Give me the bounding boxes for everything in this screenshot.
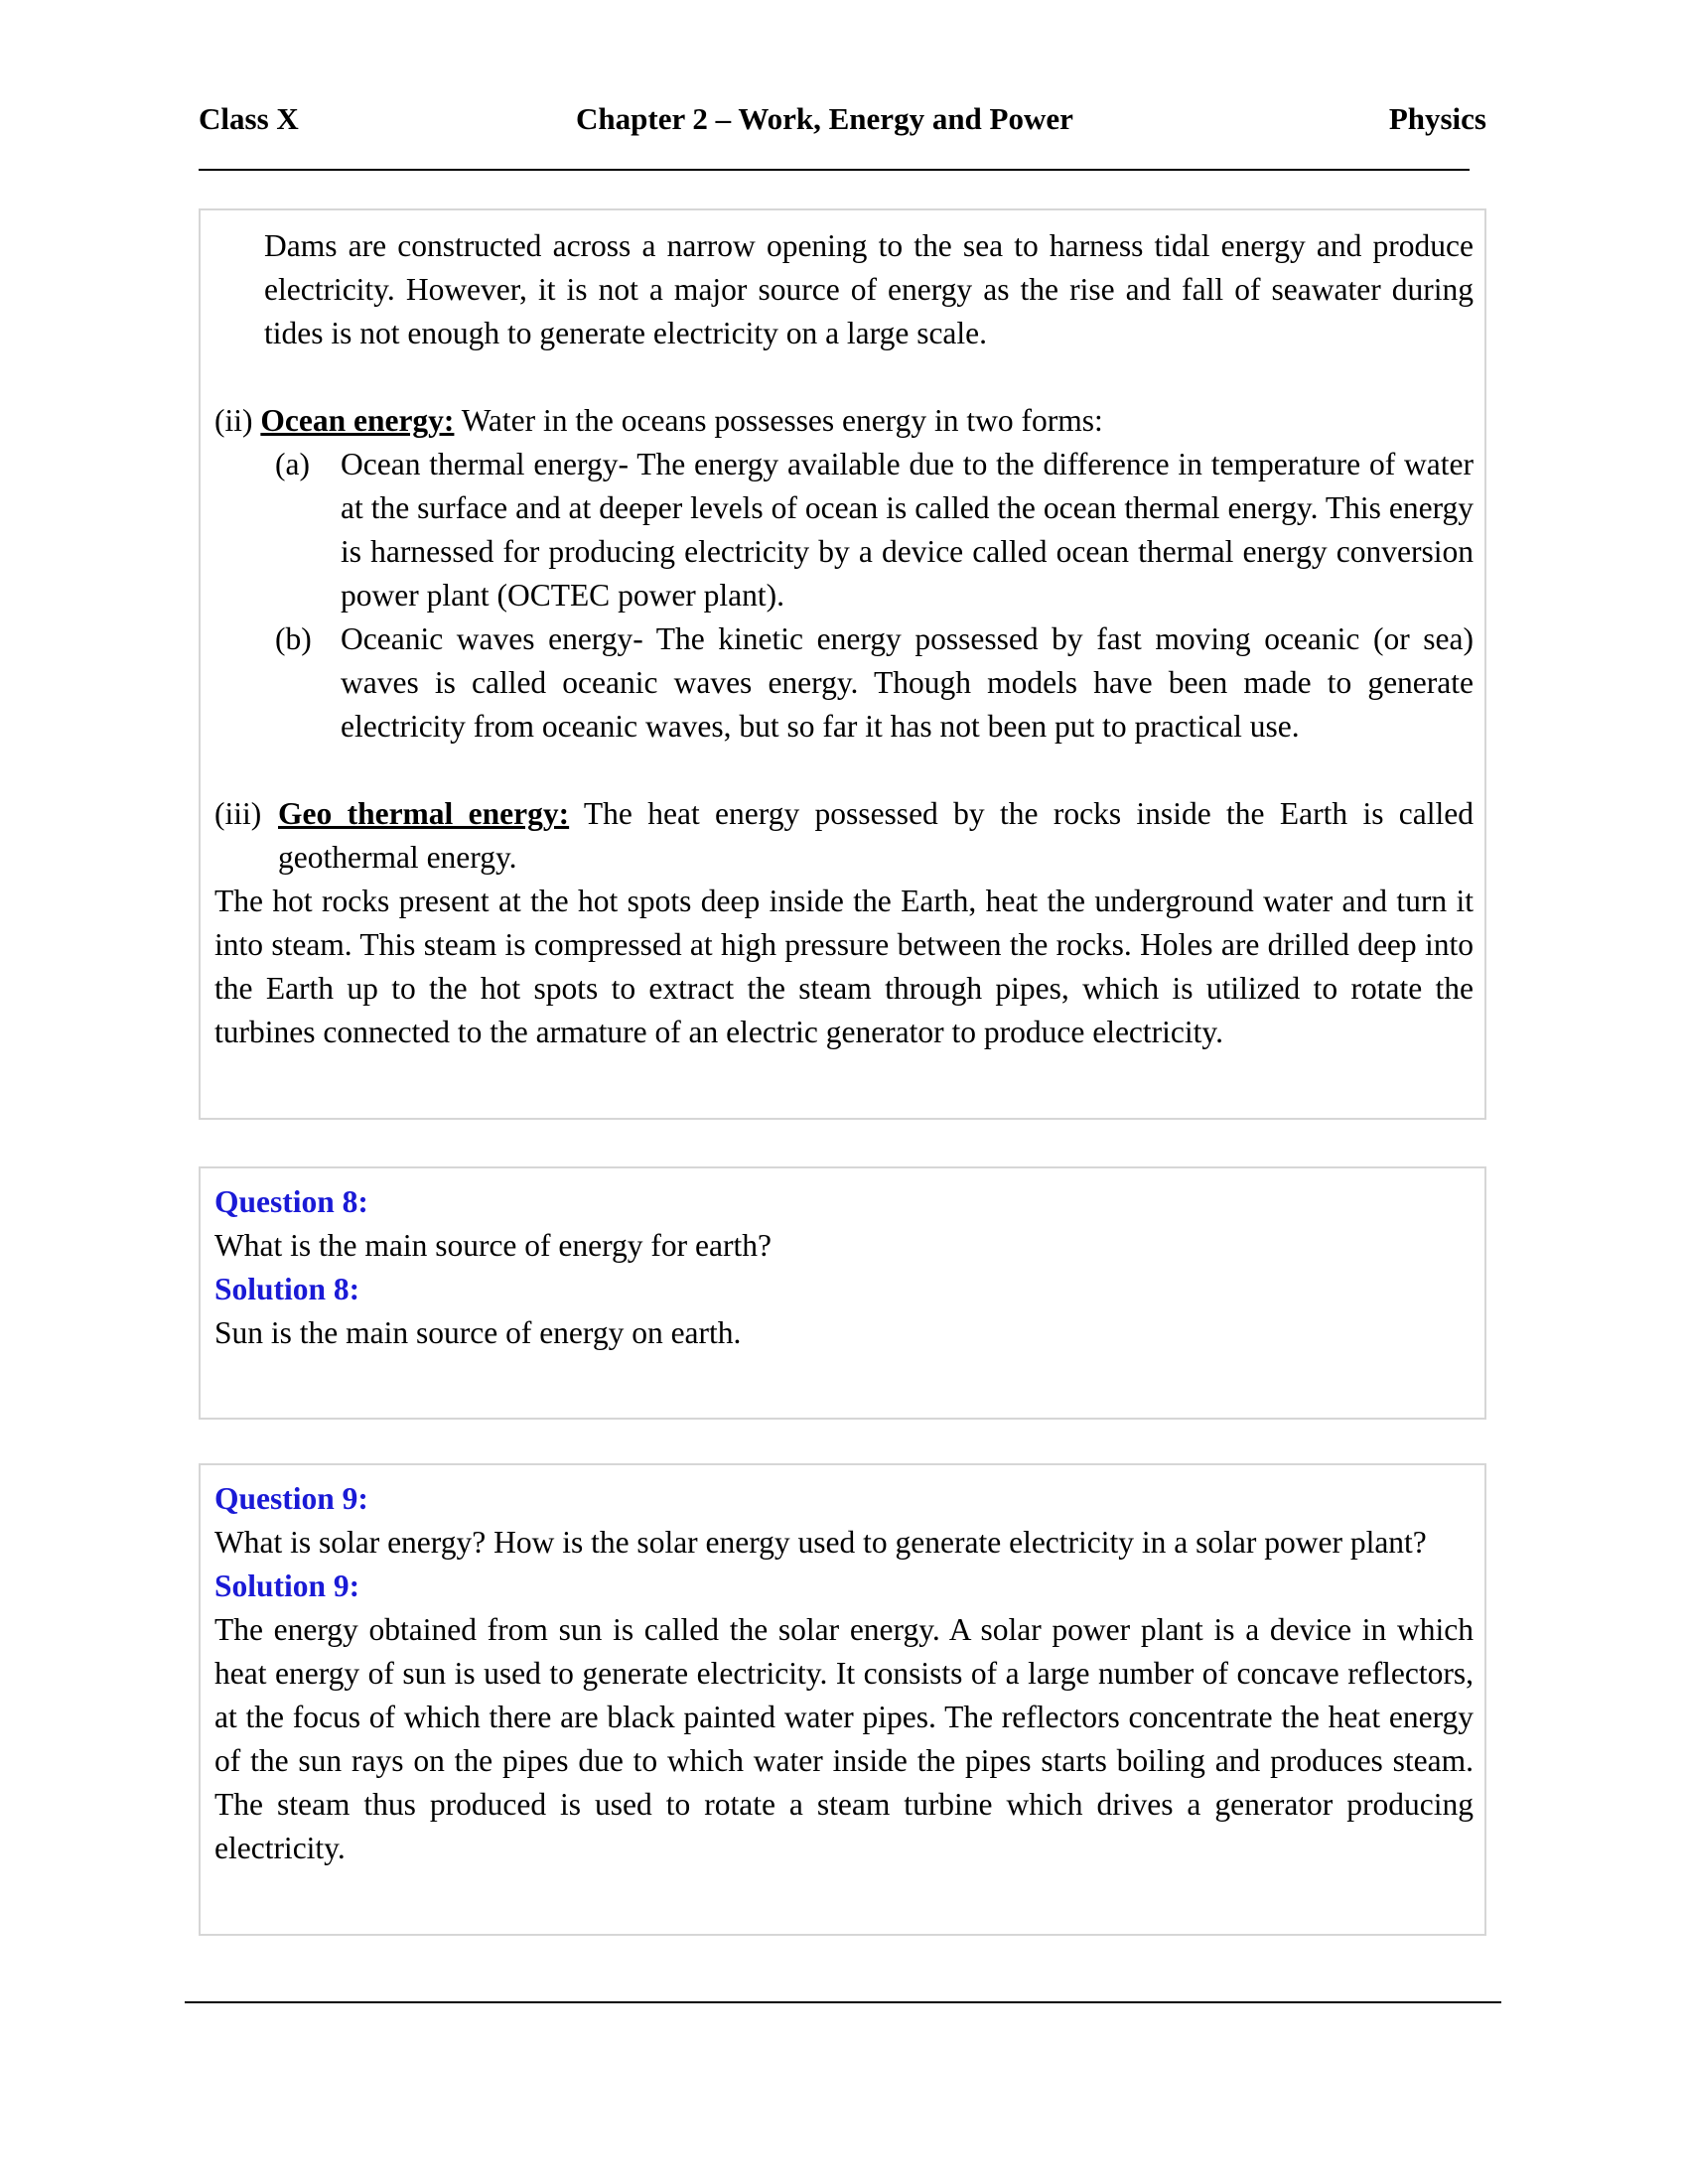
chapter-title: Chapter 2 – Work, Energy and Power [576,101,1073,136]
solution-8-label: Solution 8: [214,1272,360,1306]
geo-thermal-paragraph: The hot rocks present at the hot spots deep inside the Earth, heat the underground water and turn it into steam. This steam is compressed at high pressure between the rocks. Holes are drilled deep into the Earth up to the hot spots to extract the steam through pipes, which is utilized to rotate the turbines connected to the armature of an electric generator to produce electricity. [214,884,1474,1049]
item-a-text: Ocean thermal energy- The energy available due to the difference in temperature of water at the surface and at deeper levels of ocean is called the ocean thermal energy. This energy is harnessed for producing electricity by a device called ocean thermal energy conversion power plant (OCTEC power plant). [341,447,1474,613]
geo-thermal-number: (iii) [214,796,262,831]
header-divider [199,169,1470,171]
solution-8-text: Sun is the main source of energy on earth. [214,1315,742,1350]
question-8-label: Question 8: [214,1184,368,1219]
ocean-energy-intro: Water in the oceans possesses energy in two forms: [454,403,1103,438]
question-8-box [199,1166,1486,1420]
page-header [199,97,1486,141]
class-label: Class X [199,101,299,136]
geo-thermal-title: Geo thermal energy: [278,796,570,831]
question-9-text: What is solar energy? How is the solar energy used to generate electricity in a solar power plant? [214,1525,1427,1560]
ocean-energy-number: (ii) [214,403,253,438]
item-b-text: Oceanic waves energy- The kinetic energy possessed by fast moving oceanic (or sea) waves is called oceanic waves energy. Though models have been made to generate electricity from oceanic waves, but so far it has not been put to practical use. [341,621,1474,744]
footer-divider [185,2001,1501,2003]
ocean-energy-title: Ocean energy: [260,403,455,438]
geo-thermal-intro: The heat energy possessed by the rocks inside the Earth is called geothermal energy. [278,796,1475,875]
content-box-energy-sources [199,208,1486,1120]
question-8-text: What is the main source of energy for earth? [214,1228,772,1263]
ocean-energy-heading [214,399,1474,443]
solution-9-label: Solution 9: [214,1569,360,1603]
item-a-label: (a) [275,447,310,481]
subject-label: Physics [1388,101,1486,136]
question-9-box [199,1463,1486,1936]
solution-9-text: The energy obtained from sun is called the solar energy. A solar power plant is a device in which heat energy of sun is used to generate electricity. It consists of a large number of concave reflectors, at the focus of which there are black painted water pipes. The reflectors concentrate the heat energy of the sun rays on the pipes due to which water inside the pipes starts boiling and produces steam. The steam thus produced is used to rotate a steam turbine which drives a generator producing electricity. [214,1612,1474,1865]
tidal-paragraph: Dams are constructed across a narrow opening to the sea to harness tidal energy and produce electricity. However, it is not a major source of energy as the rise and fall of seawater during tides is not enough to generate electricity on a large scale. [264,228,1474,350]
item-b-label: (b) [275,621,312,656]
geo-thermal-heading [278,792,1474,880]
question-9-label: Question 9: [214,1481,368,1516]
